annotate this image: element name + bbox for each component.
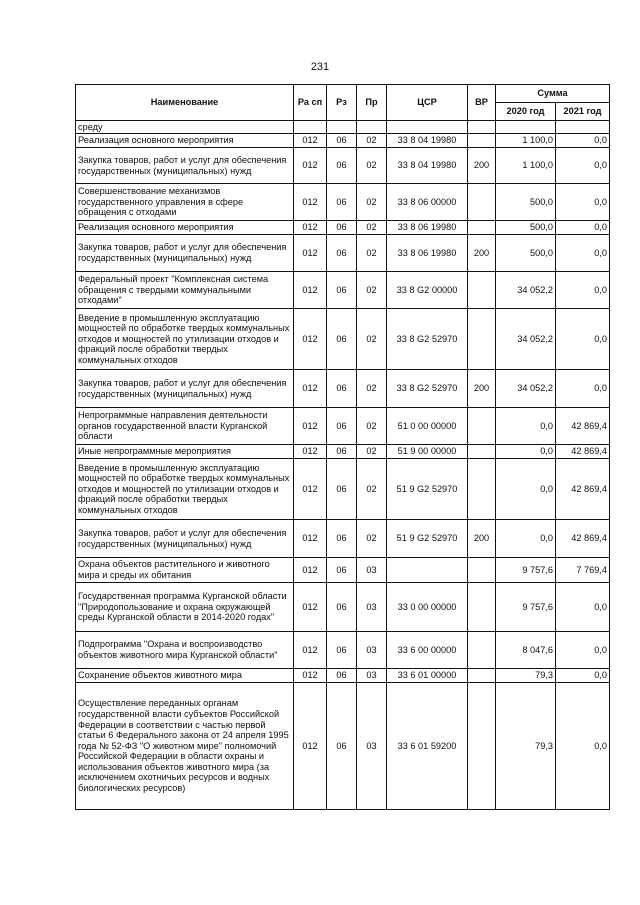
cell-pr: 02 — [357, 370, 387, 408]
cell-vr: 200 — [468, 235, 496, 272]
cell-2021: 0,0 — [556, 272, 610, 309]
cell-rasp: 012 — [294, 148, 327, 184]
cell-rz: 06 — [327, 558, 357, 583]
cell-vr — [468, 408, 496, 445]
header-name: Наименование — [76, 85, 294, 121]
table-row — [76, 121, 610, 134]
cell-2020: 79,3 — [496, 669, 556, 683]
cell-pr: 02 — [357, 309, 387, 370]
cell-csr: 33 8 G2 52970 — [387, 370, 468, 408]
cell-rasp: 012 — [294, 459, 327, 520]
cell-rz: 06 — [327, 370, 357, 408]
cell-rasp: 012 — [294, 309, 327, 370]
cell-vr — [468, 121, 496, 134]
cell-rz: 06 — [327, 408, 357, 445]
cell-name: среду — [76, 121, 294, 134]
cell-2021: 0,0 — [556, 309, 610, 370]
cell-pr — [357, 121, 387, 134]
cell-pr: 02 — [357, 459, 387, 520]
cell-2020: 0,0 — [496, 445, 556, 459]
table-row — [76, 184, 610, 221]
cell-rasp: 012 — [294, 408, 327, 445]
cell-pr: 02 — [357, 272, 387, 309]
cell-csr: 51 9 00 00000 — [387, 445, 468, 459]
cell-vr — [468, 445, 496, 459]
cell-2020: 500,0 — [496, 221, 556, 235]
cell-rz: 06 — [327, 134, 357, 148]
cell-csr — [387, 558, 468, 583]
cell-2021: 0,0 — [556, 184, 610, 221]
cell-rasp: 012 — [294, 583, 327, 632]
cell-rasp: 012 — [294, 445, 327, 459]
cell-csr: 33 8 06 19980 — [387, 235, 468, 272]
cell-name: Закупка товаров, работ и услуг для обеспечения государственных (муниципальных) нужд — [76, 520, 294, 558]
cell-rz: 06 — [327, 272, 357, 309]
cell-vr — [468, 459, 496, 520]
cell-rz: 06 — [327, 683, 357, 810]
header-2020: 2020 год — [496, 103, 556, 121]
cell-2020: 9 757,6 — [496, 583, 556, 632]
cell-pr: 03 — [357, 683, 387, 810]
cell-vr — [468, 669, 496, 683]
cell-2020: 34 052,2 — [496, 272, 556, 309]
budget-table — [75, 84, 610, 810]
cell-2021: 0,0 — [556, 683, 610, 810]
cell-rz: 06 — [327, 235, 357, 272]
cell-2020: 1 100,0 — [496, 134, 556, 148]
cell-vr: 200 — [468, 370, 496, 408]
cell-name: Закупка товаров, работ и услуг для обеспечения государственных (муниципальных) нужд — [76, 235, 294, 272]
table-row — [76, 583, 610, 632]
cell-2020: 9 757,6 — [496, 558, 556, 583]
cell-csr: 33 8 04 19980 — [387, 134, 468, 148]
cell-rz — [327, 121, 357, 134]
cell-csr — [387, 121, 468, 134]
table-row — [76, 221, 610, 235]
header-2021: 2021 год — [556, 103, 610, 121]
cell-pr: 02 — [357, 520, 387, 558]
table-row — [76, 558, 610, 583]
cell-2020: 500,0 — [496, 184, 556, 221]
table-row — [76, 272, 610, 309]
table-row — [76, 309, 610, 370]
table-row — [76, 408, 610, 445]
cell-pr: 03 — [357, 669, 387, 683]
cell-rz: 06 — [327, 445, 357, 459]
cell-2021: 0,0 — [556, 148, 610, 184]
header-sum: Сумма — [496, 85, 610, 103]
cell-rasp: 012 — [294, 669, 327, 683]
cell-2021: 42 869,4 — [556, 520, 610, 558]
cell-csr: 33 8 06 00000 — [387, 184, 468, 221]
cell-pr: 02 — [357, 408, 387, 445]
cell-2021: 0,0 — [556, 221, 610, 235]
cell-name: Осуществление переданных органам государственной власти субъектов Российской Федерации в соответствии с частью первой статьи 6 Федерального закона от 24 апреля 1995 года № 52-ФЗ "О животном мире" полномочий Российской Федерации в области охраны и использования объектов животного мира (за исключением охотничьих ресурсов и водных биологических ресурсов) — [76, 683, 294, 810]
header-rasp: Ра сп — [294, 85, 327, 121]
cell-vr: 200 — [468, 520, 496, 558]
table-row — [76, 520, 610, 558]
cell-name: Сохранение объектов животного мира — [76, 669, 294, 683]
cell-2021: 42 869,4 — [556, 445, 610, 459]
cell-rz: 06 — [327, 459, 357, 520]
cell-csr: 33 6 01 00000 — [387, 669, 468, 683]
cell-pr: 02 — [357, 235, 387, 272]
cell-rasp: 012 — [294, 558, 327, 583]
cell-vr: 200 — [468, 148, 496, 184]
cell-name: Государственная программа Курганской области "Природопользование и охрана окружающей среды Курганской области в 2014-2020 годах" — [76, 583, 294, 632]
cell-rasp: 012 — [294, 235, 327, 272]
cell-csr: 33 0 00 00000 — [387, 583, 468, 632]
cell-2020: 0,0 — [496, 520, 556, 558]
cell-2021: 42 869,4 — [556, 459, 610, 520]
table-row — [76, 459, 610, 520]
cell-rasp: 012 — [294, 221, 327, 235]
table-row — [76, 445, 610, 459]
cell-rz: 06 — [327, 632, 357, 669]
cell-pr: 02 — [357, 445, 387, 459]
table-row — [76, 134, 610, 148]
cell-name: Охрана объектов растительного и животного мира и среды их обитания — [76, 558, 294, 583]
cell-pr: 03 — [357, 583, 387, 632]
cell-vr — [468, 272, 496, 309]
cell-rasp: 012 — [294, 520, 327, 558]
cell-pr: 03 — [357, 632, 387, 669]
header-pr: Пр — [357, 85, 387, 121]
cell-pr: 03 — [357, 558, 387, 583]
cell-csr: 33 8 04 19980 — [387, 148, 468, 184]
cell-vr — [468, 221, 496, 235]
cell-2020: 79,3 — [496, 683, 556, 810]
cell-name: Введение в промышленную эксплуатацию мощностей по обработке твердых коммунальных отходов и мощностей по утилизации отходов и фракций после обработки твердых коммунальных отходов — [76, 459, 294, 520]
cell-2020: 0,0 — [496, 408, 556, 445]
cell-2021: 0,0 — [556, 134, 610, 148]
cell-rasp: 012 — [294, 272, 327, 309]
table-row — [76, 148, 610, 184]
cell-rasp: 012 — [294, 134, 327, 148]
cell-vr — [468, 309, 496, 370]
cell-rasp: 012 — [294, 184, 327, 221]
cell-vr — [468, 632, 496, 669]
table-row — [76, 370, 610, 408]
cell-rz: 06 — [327, 669, 357, 683]
cell-2020: 34 052,2 — [496, 309, 556, 370]
cell-2020: 1 100,0 — [496, 148, 556, 184]
cell-csr: 51 0 00 00000 — [387, 408, 468, 445]
cell-name: Закупка товаров, работ и услуг для обеспечения государственных (муниципальных) нужд — [76, 370, 294, 408]
cell-vr — [468, 583, 496, 632]
cell-rz: 06 — [327, 221, 357, 235]
cell-csr: 33 6 00 00000 — [387, 632, 468, 669]
cell-name: Закупка товаров, работ и услуг для обеспечения государственных (муниципальных) нужд — [76, 148, 294, 184]
header-vr: ВР — [468, 85, 496, 121]
cell-pr: 02 — [357, 148, 387, 184]
cell-rz: 06 — [327, 309, 357, 370]
header-csr: ЦСР — [387, 85, 468, 121]
cell-2020: 8 047,6 — [496, 632, 556, 669]
cell-rz: 06 — [327, 148, 357, 184]
cell-2021: 0,0 — [556, 583, 610, 632]
cell-name: Федеральный проект "Комплексная система обращения с твердыми коммунальными отходами" — [76, 272, 294, 309]
cell-name: Иные непрограммные мероприятия — [76, 445, 294, 459]
table-row — [76, 669, 610, 683]
cell-vr — [468, 683, 496, 810]
cell-csr: 33 6 01 59200 — [387, 683, 468, 810]
cell-2021: 7 769,4 — [556, 558, 610, 583]
cell-vr — [468, 134, 496, 148]
cell-2020 — [496, 121, 556, 134]
cell-name: Реализация основного мероприятия — [76, 134, 294, 148]
cell-csr: 51 9 G2 52970 — [387, 459, 468, 520]
cell-rasp: 012 — [294, 683, 327, 810]
cell-csr: 51 9 G2 52970 — [387, 520, 468, 558]
cell-2020: 500,0 — [496, 235, 556, 272]
header-rz: Рз — [327, 85, 357, 121]
cell-2021: 0,0 — [556, 632, 610, 669]
cell-pr: 02 — [357, 221, 387, 235]
cell-rasp: 012 — [294, 632, 327, 669]
cell-rasp — [294, 121, 327, 134]
cell-name: Подпрограмма "Охрана и воспроизводство объектов животного мира Курганской области" — [76, 632, 294, 669]
cell-csr: 33 8 G2 52970 — [387, 309, 468, 370]
cell-rz: 06 — [327, 583, 357, 632]
cell-pr: 02 — [357, 134, 387, 148]
cell-vr — [468, 184, 496, 221]
cell-name: Непрограммные направления деятельности органов государственной власти Курганской области — [76, 408, 294, 445]
cell-rz: 06 — [327, 184, 357, 221]
table-row — [76, 632, 610, 669]
cell-name: Совершенствование механизмов государственного управления в сфере обращения с отходами — [76, 184, 294, 221]
cell-name: Введение в промышленную эксплуатацию мощностей по обработке твердых коммунальных отходов и мощностей по утилизации отходов и фракций после обработки твердых коммунальных отходов — [76, 309, 294, 370]
cell-rasp: 012 — [294, 370, 327, 408]
page-number: 231 — [310, 61, 330, 73]
cell-2021 — [556, 121, 610, 134]
cell-2021: 0,0 — [556, 370, 610, 408]
cell-pr: 02 — [357, 184, 387, 221]
cell-2020: 34 052,2 — [496, 370, 556, 408]
cell-csr: 33 8 G2 00000 — [387, 272, 468, 309]
cell-rz: 06 — [327, 520, 357, 558]
table-row — [76, 235, 610, 272]
cell-2021: 42 869,4 — [556, 408, 610, 445]
cell-2021: 0,0 — [556, 235, 610, 272]
cell-2021: 0,0 — [556, 669, 610, 683]
cell-name: Реализация основного мероприятия — [76, 221, 294, 235]
cell-csr: 33 8 06 19980 — [387, 221, 468, 235]
cell-vr — [468, 558, 496, 583]
cell-2020: 0,0 — [496, 459, 556, 520]
table-row — [76, 683, 610, 810]
